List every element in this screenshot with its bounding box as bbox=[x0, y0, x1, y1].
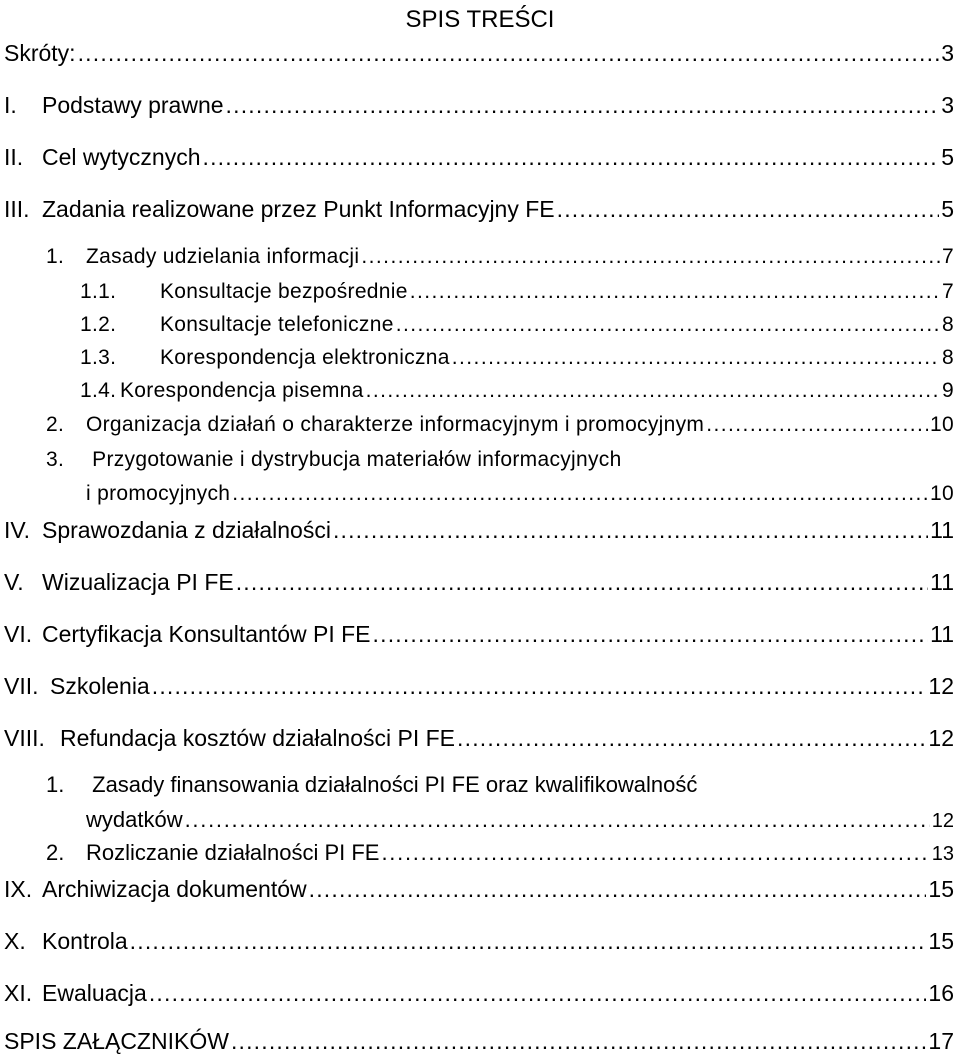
toc-entry-text: Ewaluacja bbox=[42, 980, 147, 1006]
toc-page-number: 5 bbox=[941, 196, 954, 222]
toc-page-number: 15 bbox=[928, 876, 954, 902]
toc-entry-number: III. bbox=[4, 196, 30, 222]
toc-entry-number: 1.4. bbox=[80, 379, 117, 402]
toc-page-number: 11 bbox=[930, 621, 954, 647]
toc-entry-iii-1[interactable] bbox=[46, 245, 954, 269]
toc-entry-text: Szkolenia bbox=[50, 673, 150, 699]
toc-entry-number: VII. bbox=[4, 673, 39, 699]
toc-entry-number: 3. bbox=[46, 448, 65, 471]
toc-page-number: 10 bbox=[930, 482, 954, 505]
toc-leader bbox=[236, 569, 928, 596]
toc-entry-v[interactable] bbox=[4, 569, 954, 596]
toc-entry-vii[interactable] bbox=[4, 673, 954, 700]
toc-entry-text: Cel wytycznych bbox=[42, 144, 201, 170]
toc-page-number: 8 bbox=[942, 313, 954, 336]
toc-entry-text: Konsultacje telefoniczne bbox=[160, 313, 394, 336]
toc-entry-spis-zalacznikow[interactable] bbox=[4, 1028, 954, 1055]
toc-entry-text: Przygotowanie i dystrybucja materiałów informacyjnych bbox=[92, 448, 622, 471]
toc-leader bbox=[202, 144, 939, 171]
toc-page-number: 11 bbox=[930, 569, 954, 595]
toc-page-number: 15 bbox=[928, 928, 954, 954]
toc-page-number: 5 bbox=[941, 144, 954, 170]
toc-leader bbox=[410, 280, 940, 304]
toc-leader bbox=[333, 517, 928, 544]
toc-entry-text: Zasady udzielania informacji bbox=[86, 245, 360, 268]
toc-entry-text: Kontrola bbox=[42, 928, 128, 954]
toc-entry-text: Organizacja działań o charakterze informacyjnym i promocyjnym bbox=[86, 413, 705, 436]
toc-entry-number: VIII. bbox=[4, 725, 45, 751]
toc-leader bbox=[366, 379, 940, 403]
toc-entry-ix[interactable] bbox=[4, 876, 954, 903]
toc-entry-number: 1.1. bbox=[80, 280, 117, 303]
toc-entry-i[interactable] bbox=[4, 92, 954, 119]
toc-leader bbox=[309, 876, 927, 903]
toc-entry-iii-1-4[interactable] bbox=[80, 379, 954, 403]
toc-entry-number: 1. bbox=[46, 245, 65, 268]
toc-entry-number: 2. bbox=[46, 413, 65, 436]
toc-entry-x[interactable] bbox=[4, 928, 954, 955]
toc-page-number: 12 bbox=[928, 673, 954, 699]
toc-entry-number: VI. bbox=[4, 621, 33, 647]
toc-entry-text: Sprawozdania z działalności bbox=[42, 517, 331, 543]
toc-entry-number: IV. bbox=[4, 517, 31, 543]
toc-page-number: 17 bbox=[928, 1028, 954, 1054]
toc-entry-xi[interactable] bbox=[4, 980, 954, 1007]
toc-entry-iii-1-3[interactable] bbox=[80, 346, 954, 370]
toc-entry-number: V. bbox=[4, 569, 24, 595]
toc-entry-text: Rozliczanie działalności PI FE bbox=[86, 840, 380, 865]
toc-entry-number: XI. bbox=[4, 980, 33, 1006]
toc-leader bbox=[706, 413, 928, 437]
toc-entry-iii-1-1[interactable] bbox=[80, 280, 954, 304]
toc-leader bbox=[232, 482, 928, 506]
toc-entry-ii[interactable] bbox=[4, 144, 954, 171]
toc-entry-text: Skróty: bbox=[4, 40, 76, 66]
toc-page-number: 16 bbox=[928, 980, 954, 1006]
toc-leader bbox=[152, 673, 927, 700]
toc-entry-skroty[interactable] bbox=[4, 40, 954, 67]
toc-leader bbox=[381, 840, 929, 866]
toc-page-number: 13 bbox=[931, 843, 954, 865]
toc-leader bbox=[396, 313, 940, 337]
toc-leader bbox=[185, 807, 930, 833]
toc-leader bbox=[231, 1028, 926, 1055]
toc-entry-number: 1.2. bbox=[80, 313, 117, 336]
toc-leader bbox=[361, 245, 940, 269]
toc-entry-iii[interactable] bbox=[4, 196, 954, 223]
toc-entry-iii-3-line1[interactable] bbox=[46, 448, 622, 472]
toc-page-number: 9 bbox=[942, 379, 954, 402]
toc-entry-number: IX. bbox=[4, 876, 33, 902]
toc-entry-number: II. bbox=[4, 144, 24, 170]
toc-leader bbox=[457, 725, 926, 752]
toc-leader bbox=[373, 621, 929, 648]
toc-entry-text: Certyfikacja Konsultantów PI FE bbox=[42, 621, 371, 647]
toc-page-number: 11 bbox=[930, 517, 954, 543]
toc-entry-text: Korespondencja pisemna bbox=[120, 379, 364, 402]
toc-page-number: 7 bbox=[942, 245, 954, 268]
toc-leader bbox=[149, 980, 927, 1007]
toc-entry-viii-2[interactable] bbox=[46, 840, 954, 866]
toc-entry-iii-2[interactable] bbox=[46, 413, 954, 437]
toc-entry-text: Wizualizacja PI FE bbox=[42, 569, 234, 595]
toc-entry-text: Korespondencja elektroniczna bbox=[160, 346, 450, 369]
toc-leader bbox=[130, 928, 927, 955]
page-title: SPIS TREŚCI bbox=[405, 6, 555, 33]
toc-leader bbox=[78, 40, 940, 67]
toc-page-number: 10 bbox=[930, 413, 954, 436]
toc-entry-viii-1-line1[interactable] bbox=[46, 772, 697, 798]
toc-entry-text: Archiwizacja dokumentów bbox=[42, 876, 307, 902]
toc-entry-text: Zadania realizowane przez Punkt Informacyjny FE bbox=[42, 196, 555, 222]
toc-entry-number: X. bbox=[4, 928, 26, 954]
toc-page-number: 3 bbox=[941, 40, 954, 66]
toc-entry-text: wydatków bbox=[86, 807, 183, 832]
toc-page-number: 12 bbox=[928, 725, 954, 751]
toc-entry-number: 1. bbox=[46, 772, 65, 797]
toc-entry-number: 2. bbox=[46, 840, 65, 865]
toc-page-number: 3 bbox=[941, 92, 954, 118]
toc-page-number: 7 bbox=[942, 280, 954, 303]
toc-entry-text: SPIS ZAŁĄCZNIKÓW bbox=[4, 1028, 229, 1054]
toc-entry-number: 1.3. bbox=[80, 346, 117, 369]
toc-entry-vi[interactable] bbox=[4, 621, 954, 648]
toc-entry-viii-1[interactable] bbox=[86, 807, 954, 833]
toc-entry-text: Refundacja kosztów działalności PI FE bbox=[60, 725, 456, 751]
toc-page-number: 12 bbox=[931, 810, 954, 832]
toc-entry-iv[interactable] bbox=[4, 517, 954, 544]
toc-entry-viii[interactable] bbox=[4, 725, 954, 752]
toc-leader bbox=[557, 196, 940, 223]
toc-entry-iii-1-2[interactable] bbox=[80, 313, 954, 337]
toc-entry-number: I. bbox=[4, 92, 17, 118]
toc-entry-text: Podstawy prawne bbox=[42, 92, 224, 118]
toc-entry-text: i promocyjnych bbox=[86, 482, 231, 505]
toc-leader bbox=[226, 92, 940, 119]
toc-entry-text: Konsultacje bezpośrednie bbox=[160, 280, 408, 303]
toc-leader bbox=[452, 346, 940, 370]
toc-page-number: 8 bbox=[942, 346, 954, 369]
toc-entry-text: Zasady finansowania działalności PI FE oraz kwalifikowalność bbox=[92, 772, 698, 797]
toc-entry-iii-3[interactable] bbox=[86, 482, 954, 506]
